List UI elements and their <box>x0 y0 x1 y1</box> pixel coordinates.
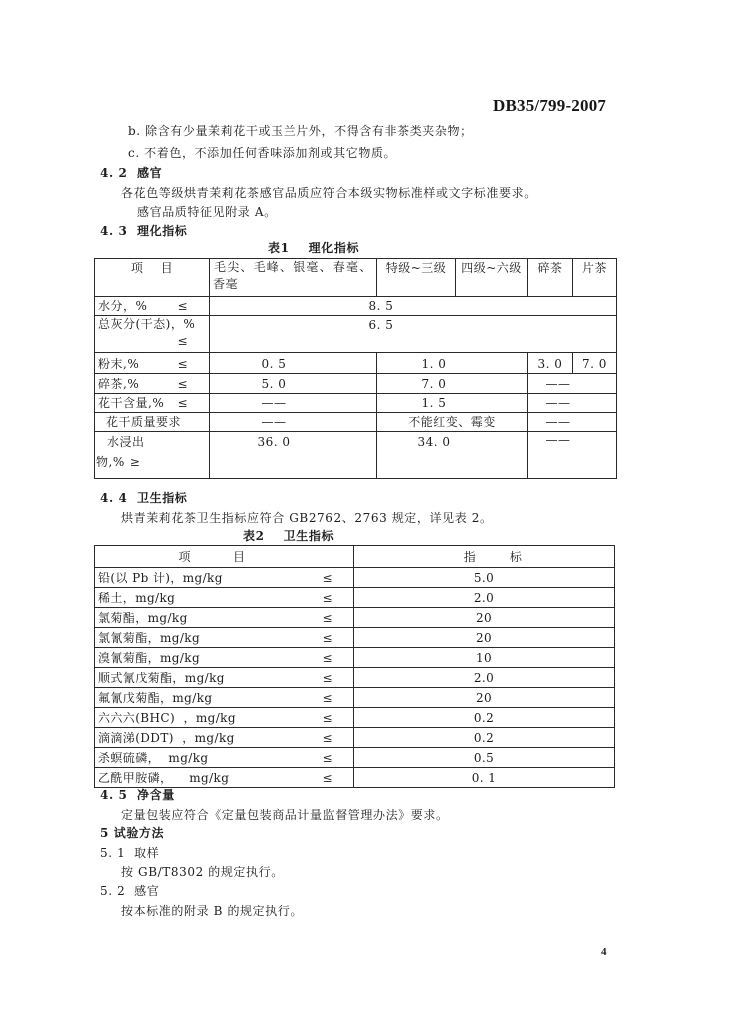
section-5-1-paragraph: 按 GB/T8302 的规定执行。 <box>121 865 284 879</box>
value-group-2-3: 1. 0 <box>377 353 528 374</box>
row-value: 2.0 <box>354 588 615 608</box>
table-row <box>95 432 617 479</box>
row-label-cell <box>95 648 354 668</box>
section-5-1-heading: 5. 1 取样 <box>100 846 160 860</box>
value-group-2-3: 7. 0 <box>377 374 528 394</box>
row-label-symbol: ≤ <box>322 770 333 785</box>
row-label <box>95 571 353 585</box>
row-label-symbol: ≤ <box>177 396 188 410</box>
value-all-grades: 8. 5 <box>210 297 617 316</box>
row-label-text: 水分，% <box>98 299 148 313</box>
row-label-symbol: ≤ <box>322 610 333 625</box>
section-5-heading: 5 试验方法 <box>100 826 165 840</box>
row-value: 20 <box>354 628 615 648</box>
value-broken-flake: —— <box>528 394 617 413</box>
table-2-hygiene <box>94 545 615 788</box>
table-row <box>95 374 617 394</box>
header-grade-group-2: 特级~三级 <box>377 259 456 297</box>
section-4-5-paragraph: 定量包装应符合《定量包装商品计量监督管理办法》要求。 <box>121 808 449 822</box>
table-row <box>95 568 615 588</box>
section-4-5-heading: 4. 5 净含量 <box>100 788 175 802</box>
row-label-symbol: ≤ <box>322 670 333 685</box>
row-label-cell <box>95 297 210 316</box>
section-4-2-paragraph-2: 感官品质特征见附录 A。 <box>137 205 277 219</box>
value-group-1: —— <box>210 394 377 413</box>
value-group-1: 0. 5 <box>210 353 377 374</box>
table-row <box>95 688 615 708</box>
page-number: 4 <box>601 946 607 958</box>
row-label-text: 杀螟硫磷， mg/kg <box>98 750 209 765</box>
table-row <box>95 413 617 432</box>
table-row <box>95 297 617 316</box>
header-grade-group-1-line2: 香毫 <box>213 277 239 291</box>
document-number: DB35/799-2007 <box>493 96 607 115</box>
table-row <box>95 628 615 648</box>
row-label-text: 花干质量要求 <box>106 415 182 429</box>
header-value: 指 标 <box>354 546 615 568</box>
header-broken-tea: 碎茶 <box>528 259 573 297</box>
row-label-text: 氟氰戊菊酯，mg/kg <box>98 690 213 705</box>
row-label-symbol: ≤ <box>177 377 188 391</box>
table-row <box>95 748 615 768</box>
row-label-text: 碎茶,% <box>98 377 140 391</box>
row-label-cell <box>95 668 354 688</box>
section-5-2-paragraph: 按本标准的附录 B 的规定执行。 <box>121 904 304 918</box>
row-label-symbol: ≤ <box>322 730 333 745</box>
row-label-text: 乙酰甲胺磷， mg/kg <box>98 770 230 785</box>
row-label-cell <box>95 394 210 413</box>
row-label-symbol: ≤ <box>322 710 333 725</box>
table-row <box>95 394 617 413</box>
row-label-cell <box>95 608 354 628</box>
row-value: 2.0 <box>354 668 615 688</box>
row-label-cell <box>95 628 354 648</box>
table-row <box>95 316 617 353</box>
row-label <box>95 376 209 392</box>
table-row <box>95 668 615 688</box>
row-label-symbol: ≤ <box>177 357 188 371</box>
header-grade-group-1-line1: 毛尖、毛峰、银毫、春毫、 <box>214 260 373 274</box>
header-item: 项 目 <box>95 546 354 568</box>
row-label-cell <box>95 432 210 479</box>
table-row <box>95 728 615 748</box>
row-label-text: 滴滴涕(DDT) ，mg/kg <box>98 730 235 745</box>
row-label-symbol: ≤ <box>322 590 333 605</box>
row-label <box>95 356 209 372</box>
row-label-cell <box>95 316 210 353</box>
row-value: 0.2 <box>354 708 615 728</box>
row-value: 5.0 <box>354 568 615 588</box>
row-label-line2 <box>95 452 209 472</box>
row-label-text: 物,% <box>96 455 125 469</box>
row-label <box>95 611 353 625</box>
row-label-symbol: ≤ <box>322 570 333 585</box>
value-flake-tea: 7. 0 <box>573 353 617 374</box>
row-label-symbol: ≤ <box>322 650 333 665</box>
clause-item-c: c. 不着色，不添加任何香味添加剂或其它物质。 <box>128 146 397 160</box>
value-broken-tea: 3. 0 <box>528 353 573 374</box>
header-flake-tea: 片茶 <box>573 259 617 297</box>
row-label-text: 铅(以 Pb 计)，mg/kg <box>98 570 223 585</box>
row-label-text: 六六六(BHC) ，mg/kg <box>98 710 236 725</box>
row-label-cell <box>95 688 354 708</box>
row-label-cell <box>95 748 354 768</box>
value-broken-flake: —— <box>528 413 617 432</box>
header-grade-group-3: 四级~六级 <box>456 259 528 297</box>
row-label <box>95 711 353 725</box>
section-4-2-heading: 4. 2 感官 <box>100 166 163 180</box>
row-label-text: 稀土，mg/kg <box>98 590 176 605</box>
row-label <box>95 751 353 765</box>
row-label <box>95 631 353 645</box>
table-row <box>95 768 615 788</box>
header-grade-group-1 <box>210 259 377 297</box>
table-1-physicochemical <box>94 258 617 479</box>
value-group-2-3: 不能红变、霉变 <box>377 413 528 432</box>
row-label-symbol: ≤ <box>177 299 188 313</box>
table-row <box>95 588 615 608</box>
table-row <box>95 353 617 374</box>
row-label-symbol: ≤ <box>322 630 333 645</box>
row-label-cell <box>95 413 210 432</box>
table-1-header-row <box>95 259 617 297</box>
row-label-text: 粉末,% <box>98 357 140 371</box>
table-2-header-row <box>95 546 615 568</box>
clause-item-b: b. 除含有少量茉莉花干或玉兰片外，不得含有非茶类夹杂物； <box>128 124 473 138</box>
row-label-text: 花干含量,% <box>98 396 165 410</box>
row-label-symbol: ≥ <box>129 455 141 469</box>
section-5-2-heading: 5. 2 感官 <box>100 884 160 898</box>
row-label-cell <box>95 708 354 728</box>
row-label <box>95 591 353 605</box>
section-4-4-paragraph: 烘青茉莉花茶卫生指标应符合 GB2762、2763 规定，详见表 2。 <box>121 511 493 525</box>
table-row <box>95 708 615 728</box>
row-value: 0.2 <box>354 728 615 748</box>
table-row <box>95 648 615 668</box>
row-label-text: 氯菊酯，mg/kg <box>98 610 188 625</box>
value-broken-flake: —— <box>528 432 617 479</box>
row-label-symbol: ≤ <box>322 690 333 705</box>
row-label-cell <box>95 568 354 588</box>
row-value: 0. 1 <box>354 768 615 788</box>
row-label <box>95 691 353 705</box>
row-label <box>95 651 353 665</box>
row-label-line1: 水浸出 <box>107 435 145 449</box>
row-label-cell <box>95 353 210 374</box>
row-value: 10 <box>354 648 615 668</box>
row-label-cell <box>95 374 210 394</box>
value-group-1: —— <box>210 413 377 432</box>
row-label-symbol: ≤ <box>177 334 188 348</box>
row-label-symbol: ≤ <box>322 750 333 765</box>
row-value: 20 <box>354 608 615 628</box>
section-4-2-paragraph-1: 各花色等级烘青茉莉花茶感官品质应符合本级实物标准样或文字标准要求。 <box>121 186 537 200</box>
row-label-cell <box>95 768 354 788</box>
row-label <box>95 395 209 411</box>
table-1-caption: 表1 理化指标 <box>268 241 360 255</box>
section-4-4-heading: 4. 4 卫生指标 <box>100 491 188 505</box>
section-4-3-heading: 4. 3 理化指标 <box>100 224 188 238</box>
row-label-text: 顺式氰戊菊酯，mg/kg <box>98 670 225 685</box>
row-label <box>95 731 353 745</box>
row-label-text: 溴氰菊酯，mg/kg <box>98 650 201 665</box>
value-all-grades: 6. 5 <box>210 316 617 353</box>
row-label <box>95 671 353 685</box>
header-item: 项 目 <box>95 259 210 297</box>
row-label-text: 总灰分(干态)，% <box>98 317 196 331</box>
row-value: 20 <box>354 688 615 708</box>
table-2-caption: 表2 卫生指标 <box>243 529 335 543</box>
row-label <box>95 771 353 785</box>
value-group-1: 5. 0 <box>210 374 377 394</box>
value-group-1: 36. 0 <box>210 432 377 479</box>
row-label-text: 氯氰菊酯，mg/kg <box>98 630 201 645</box>
value-broken-flake: —— <box>528 374 617 394</box>
value-group-2-3: 1. 5 <box>377 394 528 413</box>
row-value: 0.5 <box>354 748 615 768</box>
table-row <box>95 608 615 628</box>
row-label-cell <box>95 588 354 608</box>
value-group-2-3: 34. 0 <box>377 432 528 479</box>
row-label <box>95 298 209 314</box>
row-label-cell <box>95 728 354 748</box>
